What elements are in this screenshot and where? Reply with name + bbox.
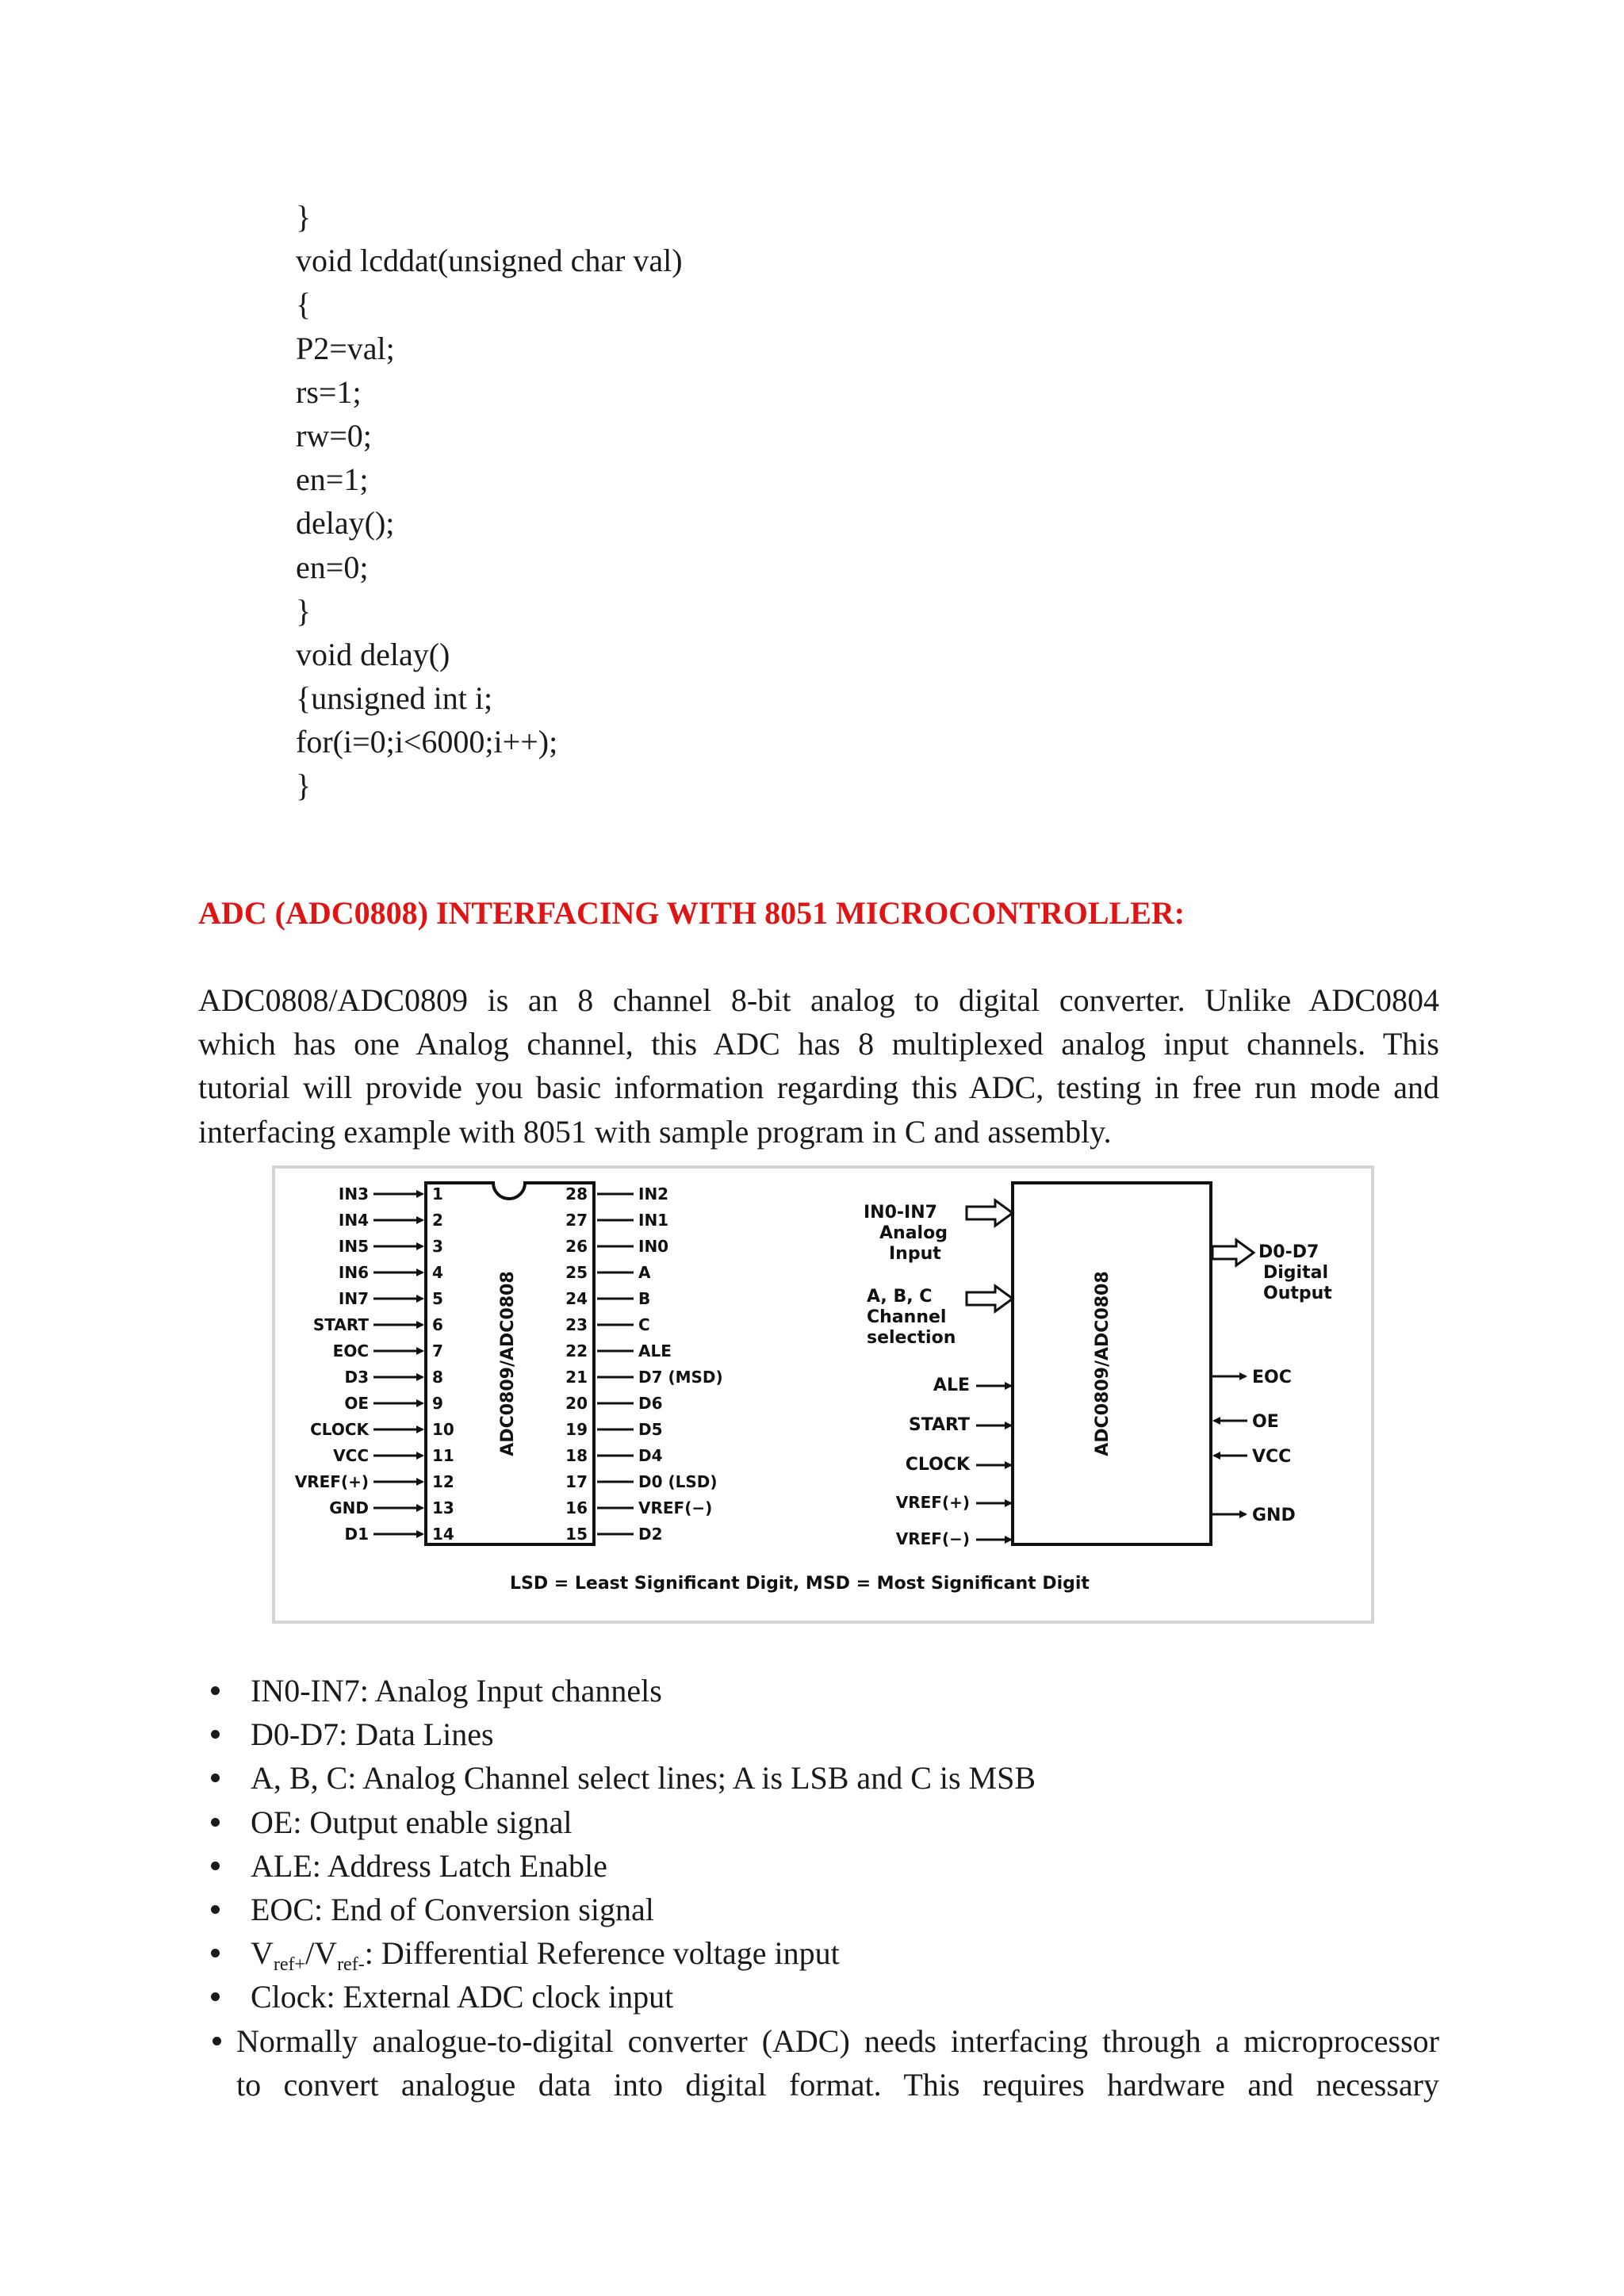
code-line: for(i=0;i<6000;i++); [296,724,558,760]
dip-pin-number: 2 [432,1211,443,1230]
section-heading: ADC (ADC0808) INTERFACING WITH 8051 MICROCONTROLLER: [198,895,1185,931]
dip-pin-number: 11 [432,1446,454,1465]
code-block [296,195,683,808]
dip-pin-number: 16 [565,1498,588,1517]
list-item-normally [213,2019,1439,2107]
figure-caption: LSD = Least Significant Digit, MSD = Most Significant Digit [510,1574,1090,1594]
abc-label: A, B, C [867,1287,933,1307]
dip-pin-label: IN3 [338,1184,369,1203]
dip-pin-number: 6 [432,1315,443,1334]
dip-pin-number: 10 [432,1420,454,1439]
code-line: P2=val; [296,330,395,366]
paragraph-line: interfacing example with 8051 with sample program in C and assembly. [198,1113,1112,1150]
vcc-label: VCC [1252,1447,1292,1467]
dip-pin-label: D5 [638,1420,663,1439]
bullet-dot [211,1818,220,1827]
code-line: rs=1; [296,373,362,410]
vref-plus-label: VREF(+) [895,1493,970,1512]
adc-pinout-figure [272,1165,1374,1624]
dip-pin-number: 17 [565,1472,588,1491]
dip-pin-label: IN6 [338,1263,369,1282]
bullet-dot [211,1686,220,1695]
analog-range-label: IN0-IN7 [864,1203,937,1223]
paragraph-line: Normally analogue-to-digital converter (ADC) needs interfacing through a microprocessor [236,2023,1439,2059]
bullet-dot [211,1992,220,2001]
dip-pin-label: CLOCK [310,1420,369,1439]
dip-pin-label: IN0 [638,1237,669,1256]
analog-label: Analog [879,1223,948,1243]
code-line: delay(); [296,505,395,541]
dip-pin-number: 22 [565,1341,588,1360]
dip-pin-label: IN2 [638,1184,669,1203]
paragraph-line: to convert analogue data into digital format. This requires hardware and necessary [236,2067,1439,2103]
dip-pin-number: 15 [565,1525,588,1544]
dip-pin-number: 12 [432,1472,454,1491]
digital-label: Digital [1263,1263,1328,1283]
paragraph-line: tutorial will provide you basic information regarding this ADC, testing in free run mode and [198,1070,1439,1106]
dip-pin-label: IN7 [338,1289,369,1308]
dip-pin-number: 4 [432,1263,443,1282]
paragraph-line: which has one Analog channel, this ADC has 8 multiplexed analog input channels. This [198,1026,1439,1062]
dip-pin-number: 3 [432,1237,443,1256]
eoc-label: EOC [1252,1368,1292,1387]
dip-pin-label: C [638,1315,650,1334]
gnd-label: GND [1252,1506,1296,1525]
vref-minus-label: VREF(−) [895,1529,970,1548]
start-label: START [908,1415,970,1435]
dip-pin-number: 7 [432,1341,443,1360]
dip-pin-number: 25 [565,1263,588,1282]
dip-pin-label: IN1 [638,1211,669,1230]
dip-pin-label: VREF(−) [638,1498,713,1517]
code-line: rw=0; [296,417,372,453]
dip-pin-label: OE [344,1394,369,1413]
bullet-dot [211,1774,220,1782]
dip-pin-number: 28 [565,1184,588,1203]
dip-pin-label: D1 [344,1525,369,1544]
bullet-dot [211,1862,220,1870]
dip-pin-number: 20 [565,1394,588,1413]
dip-pin-label: IN5 [338,1237,369,1256]
input-label: Input [889,1244,941,1264]
code-line: {unsigned int i; [296,680,493,717]
bullet-dot [211,1730,220,1739]
dip-pin-number: 1 [432,1184,443,1203]
dip-pin-label: B [638,1289,651,1308]
dip-pin-number: 26 [565,1237,588,1256]
dip-pin-label: GND [329,1498,369,1517]
dip-pin-number: 9 [432,1394,443,1413]
dip-pin-label: D6 [638,1394,663,1413]
dip-pin-number: 8 [432,1368,443,1387]
dip-right-pins [565,1184,723,1544]
code-line: { [296,286,312,323]
adc-diagram [275,1169,1371,1621]
dip-pin-number: 23 [565,1315,588,1334]
bullet-dot [213,2037,221,2045]
dip-pin-label: VCC [333,1446,369,1465]
code-line: } [296,199,312,235]
dip-pin-label: D4 [638,1446,663,1465]
dip-pin-number: 21 [565,1368,588,1387]
selection-label: selection [867,1328,956,1348]
dip-pin-number: 24 [565,1289,588,1308]
chip-label: ADC0809/ADC0808 [498,1271,518,1456]
block-chip-label: ADC0809/ADC0808 [1093,1271,1113,1456]
digital-bus-arrow [1212,1240,1254,1265]
dip-pin-label: D3 [344,1368,369,1387]
code-line: void lcddat(unsigned char val) [296,243,683,279]
dip-pin-number: 27 [565,1211,588,1230]
dip-pin-number: 5 [432,1289,443,1308]
code-line: } [296,767,312,804]
code-line: en=0; [296,549,369,585]
dip-pin-label: ALE [638,1341,672,1360]
clock-label: CLOCK [905,1455,970,1475]
dip-pin-label: START [312,1315,369,1334]
dip-pin-label: D0 (LSD) [638,1472,718,1491]
bullet-dot [211,1949,220,1957]
dip-pin-label: EOC [332,1341,369,1360]
dip-pin-label: D7 (MSD) [638,1368,723,1387]
dip-pin-number: 13 [432,1498,454,1517]
d0d7-label: D0-D7 [1258,1242,1320,1262]
oe-label: OE [1252,1412,1279,1432]
paragraph-line: ADC0808/ADC0809 is an 8 channel 8-bit analog to digital converter. Unlike ADC0804 [198,982,1439,1018]
dip-pin-label: A [638,1263,651,1282]
dip-pin-number: 19 [565,1420,588,1439]
dip-pin-number: 18 [565,1446,588,1465]
analog-bus-arrow [967,1200,1013,1226]
code-line: en=1; [296,461,369,498]
channel-label: Channel [867,1307,947,1327]
intro-paragraph [198,978,1439,1154]
dip-left-pins [295,1184,454,1544]
dip-pin-label: D2 [638,1525,663,1544]
ale-label: ALE [933,1376,970,1395]
dip-pin-label: IN4 [338,1211,369,1230]
code-line: } [296,592,312,629]
bullet-dot [211,1905,220,1914]
dip-pin-label: VREF(+) [294,1472,369,1491]
select-bus-arrow [967,1286,1013,1311]
vref-bullet-text: $V_{ref+}/V_{ref-}$: Differential Reference voltage input [251,1935,840,1976]
code-line: void delay() [296,636,450,672]
dip-pin-number: 14 [432,1525,454,1544]
output-label: Output [1263,1284,1332,1303]
